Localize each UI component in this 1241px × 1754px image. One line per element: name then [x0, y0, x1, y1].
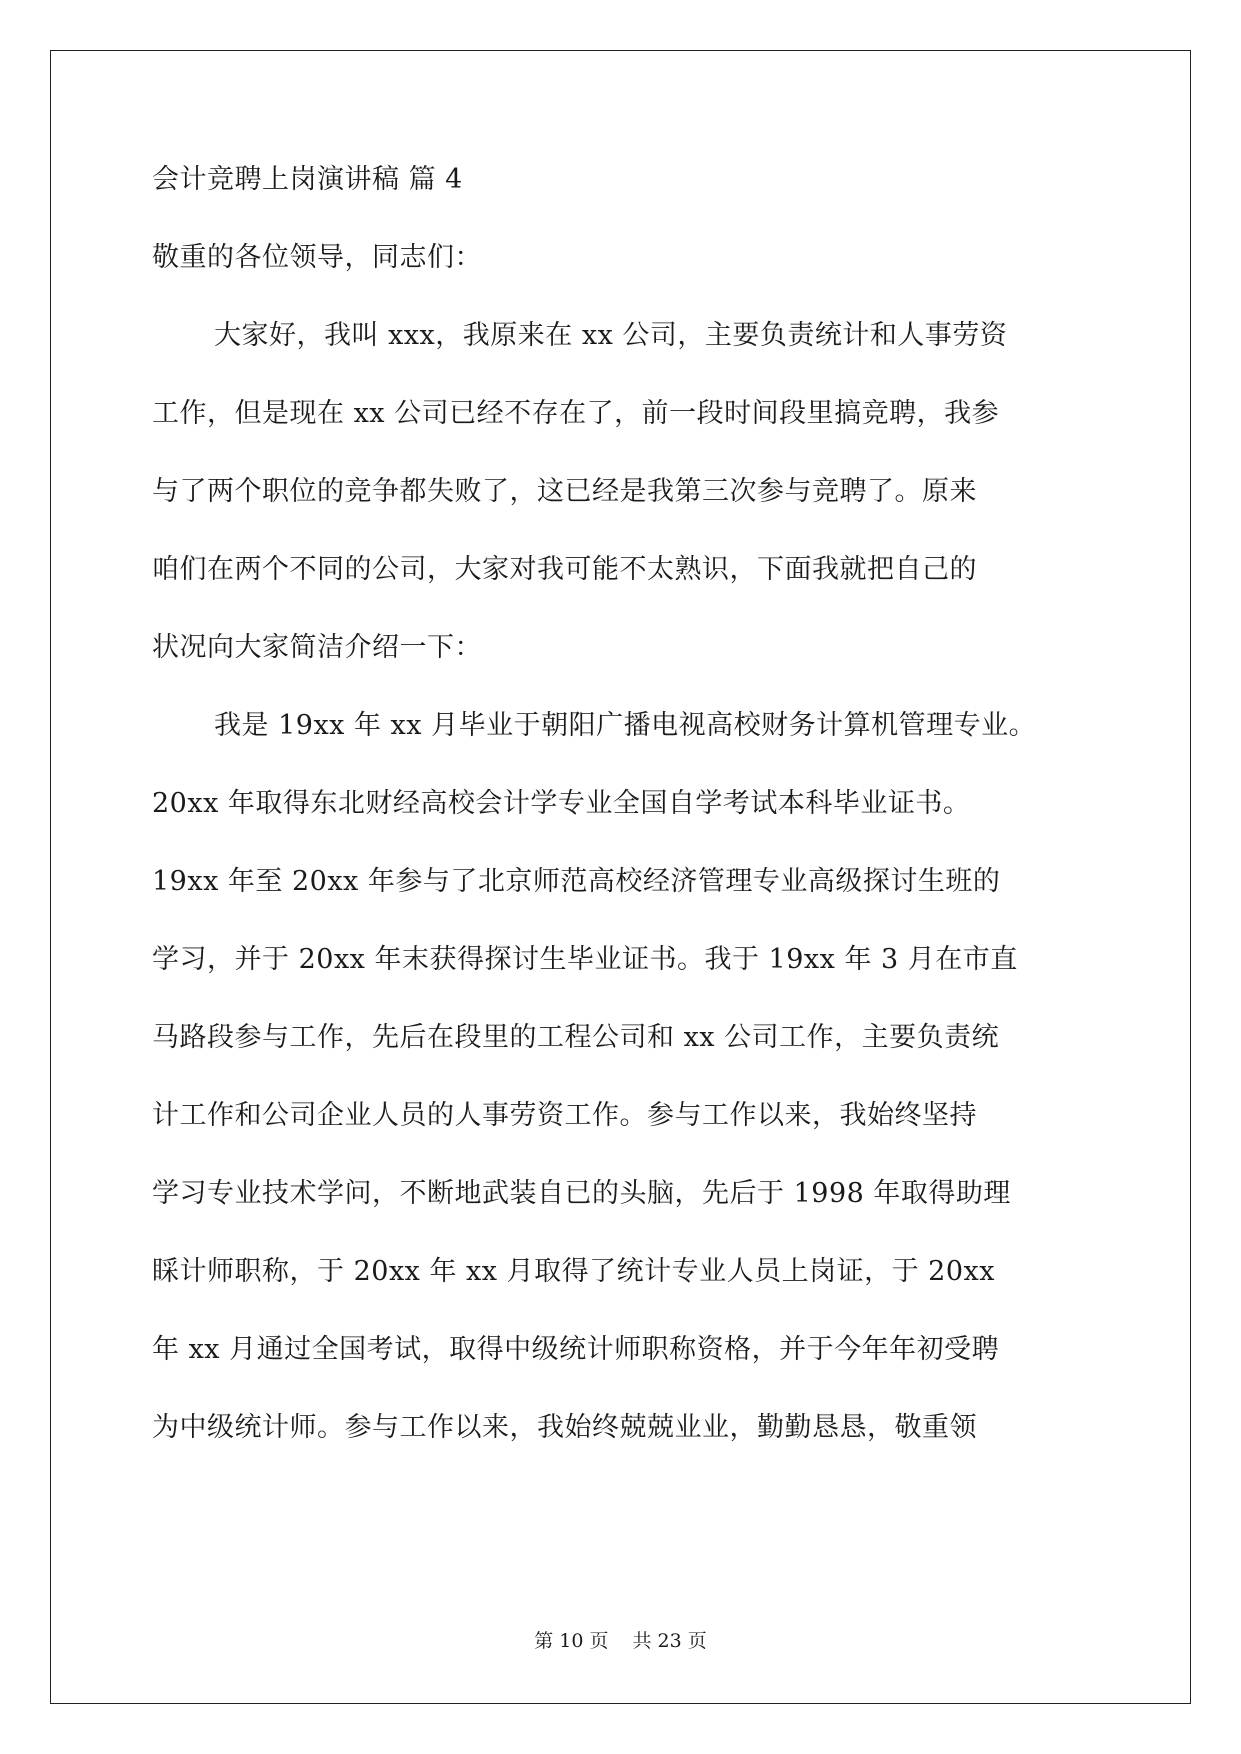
- paragraph-line: 学习专业技术学问，不断地武装自已的头脑，先后于 1998 年取得助理: [152, 1178, 1011, 1209]
- paragraph-line: 工作，但是现在 xx 公司已经不存在了，前一段时间段里搞竞聘，我参: [152, 398, 1000, 429]
- paragraph-line: 马路段参与工作，先后在段里的工程公司和 xx 公司工作，主要负责统: [152, 1022, 1000, 1053]
- paragraph-line: 与了两个职位的竞争都失败了，这已经是我第三次参与竞聘了。原来: [152, 476, 977, 507]
- paragraph-line: 大家好，我叫 xxx，我原来在 xx 公司，主要负责统计和人事劳资: [214, 320, 1008, 351]
- page-number-total: 共 23 页: [632, 1630, 707, 1652]
- document-body: [152, 165, 1102, 1491]
- paragraph-line: 状况向大家简洁介绍一下：: [152, 632, 482, 663]
- document-title: 会计竞聘上岗演讲稿 篇 4: [152, 164, 463, 195]
- paragraph-line: 学习，并于 20xx 年末获得探讨生毕业证书。我于 19xx 年 3 月在市直: [152, 944, 1018, 975]
- paragraph-line: 20xx 年取得东北财经高校会计学专业全国自学考试本科毕业证书。: [152, 788, 971, 819]
- paragraph-line: 19xx 年至 20xx 年参与了北京师范高校经济管理专业高级探讨生班的: [152, 866, 1001, 897]
- page-footer: [0, 1630, 1241, 1652]
- paragraph-line: 睬计师职称，于 20xx 年 xx 月取得了统计专业人员上岗证，于 20xx: [152, 1256, 995, 1287]
- paragraph-line: 年 xx 月通过全国考试，取得中级统计师职称资格，并于今年年初受聘: [152, 1334, 1000, 1365]
- paragraph-line: 咱们在两个不同的公司，大家对我可能不太熟识，下面我就把自己的: [152, 554, 977, 585]
- page-number-current: 第 10 页: [534, 1630, 609, 1652]
- paragraph-line: 计工作和公司企业人员的人事劳资工作。参与工作以来，我始终坚持: [152, 1100, 977, 1131]
- salutation: 敬重的各位领导，同志们：: [152, 242, 482, 273]
- paragraph-line: 为中级统计师。参与工作以来，我始终兢兢业业，勤勤恳恳，敬重领: [152, 1412, 977, 1443]
- paragraph-line: 我是 19xx 年 xx 月毕业于朝阳广播电视高校财务计算机管理专业。: [214, 710, 1037, 741]
